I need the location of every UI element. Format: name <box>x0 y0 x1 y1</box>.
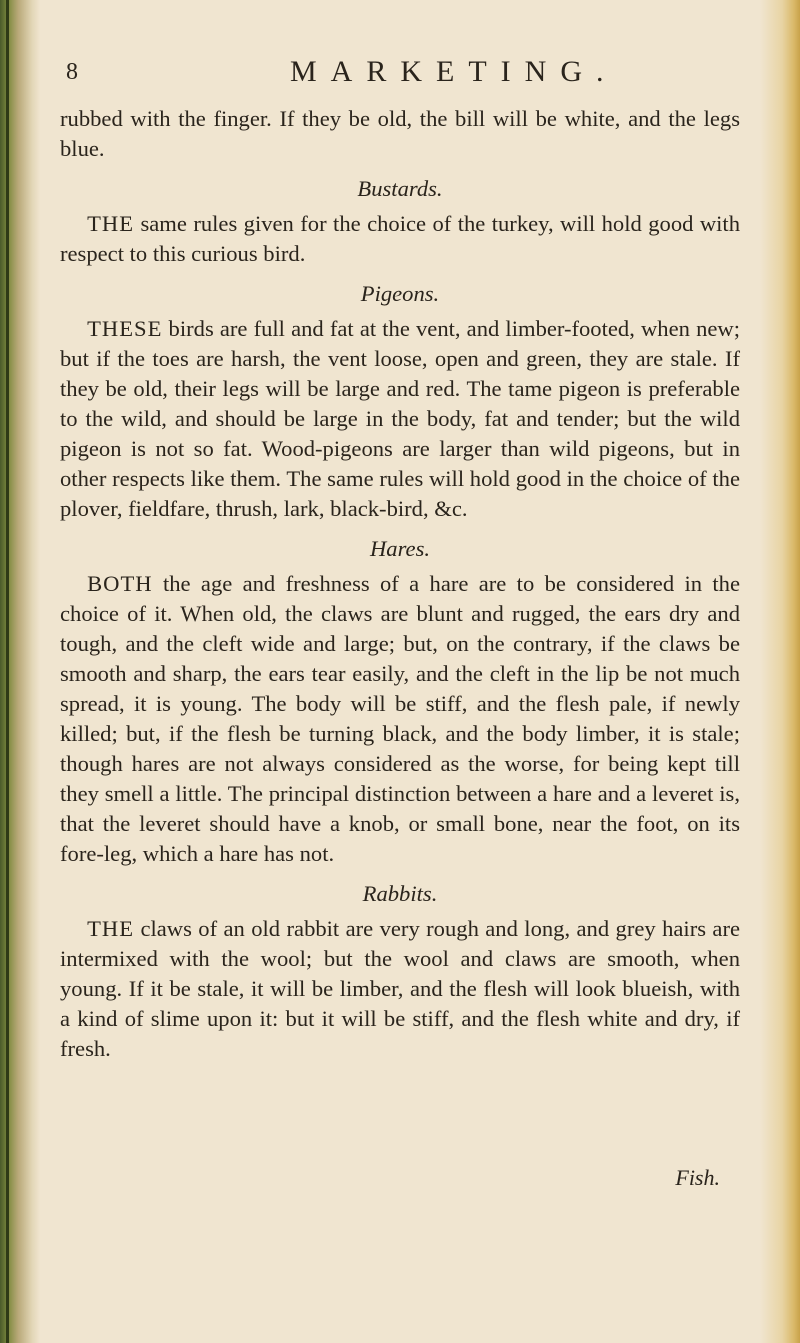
paragraph-bustards <box>60 209 740 269</box>
binding-stripe <box>6 0 9 1343</box>
catchword: Fish. <box>675 1165 720 1190</box>
heading-pigeons: Pigeons. <box>360 281 440 306</box>
heading-hares: Hares. <box>369 536 431 561</box>
lead-word: THE <box>87 211 135 236</box>
paragraph-text: the age and freshness of a hare are to be considered in the choice of it. When old, the claws are blunt and rugged, the ears dry and tough, and the cleft wide and large; but, on the contrary, if the claws be smooth and sharp, the ears tear easily, and the cleft in the lip be not much spread, it is young. The body will be stiff, and the flesh pale, if newly killed; but, if the flesh be turning black, and the body limber, it is stale; though hares are not always considered as the worse, for being kept till they smell a little. The principal distinction between a hare and a leveret is, that the leveret should have a knob, or small bone, near the foot, on its fore-leg, which a hare has not. <box>60 571 740 866</box>
heading-rabbits: Rabbits. <box>362 881 438 906</box>
running-head: MARKETING. <box>290 55 618 88</box>
paragraph-pigeons <box>60 314 740 524</box>
page-header <box>60 55 740 95</box>
paragraph-text: same rules given for the choice of the turkey, will hold good with respect to this curious bird. <box>60 211 741 266</box>
lead-word: BOTH <box>87 571 153 596</box>
paragraph-text: birds are full and fat at the vent, and limber-footed, when new; but if the toes are harsh, the vent loose, open and green, they are stale. If they be old, their legs will be large and red. The tame pigeon is preferable to the wild, and should be large in the body, fat and tender; but the wild pigeon is not so fat. Wood-pigeons are larger than wild pigeons, but in other respects like them. The same rules will hold good in the choice of the plover, fieldfare, thrush, lark, black-bird, &c. <box>60 316 740 521</box>
book-page <box>60 0 760 1343</box>
heading-bustards: Bustards. <box>357 176 443 201</box>
body-text <box>60 104 740 1064</box>
lead-word: THE <box>87 916 135 941</box>
paragraph-hares <box>60 569 740 869</box>
paragraph-intro: rubbed with the finger. If they be old, the bill will be white, and the legs blue. <box>60 106 740 161</box>
paragraph-text: claws of an old rabbit are very rough and long, and grey hairs are intermixed with the wool; but the wool and claws are smooth, when young. If it be stale, it will be limber, and the flesh will look blueish, with a kind of slime upon it: but it will be stiff, and the flesh white and dry, if fresh. <box>60 916 740 1061</box>
binding-edge-left <box>0 0 40 1343</box>
page-edge-right <box>760 0 800 1343</box>
paragraph-rabbits <box>60 914 740 1064</box>
page-number: 8 <box>66 59 78 85</box>
lead-word: THESE <box>87 316 163 341</box>
